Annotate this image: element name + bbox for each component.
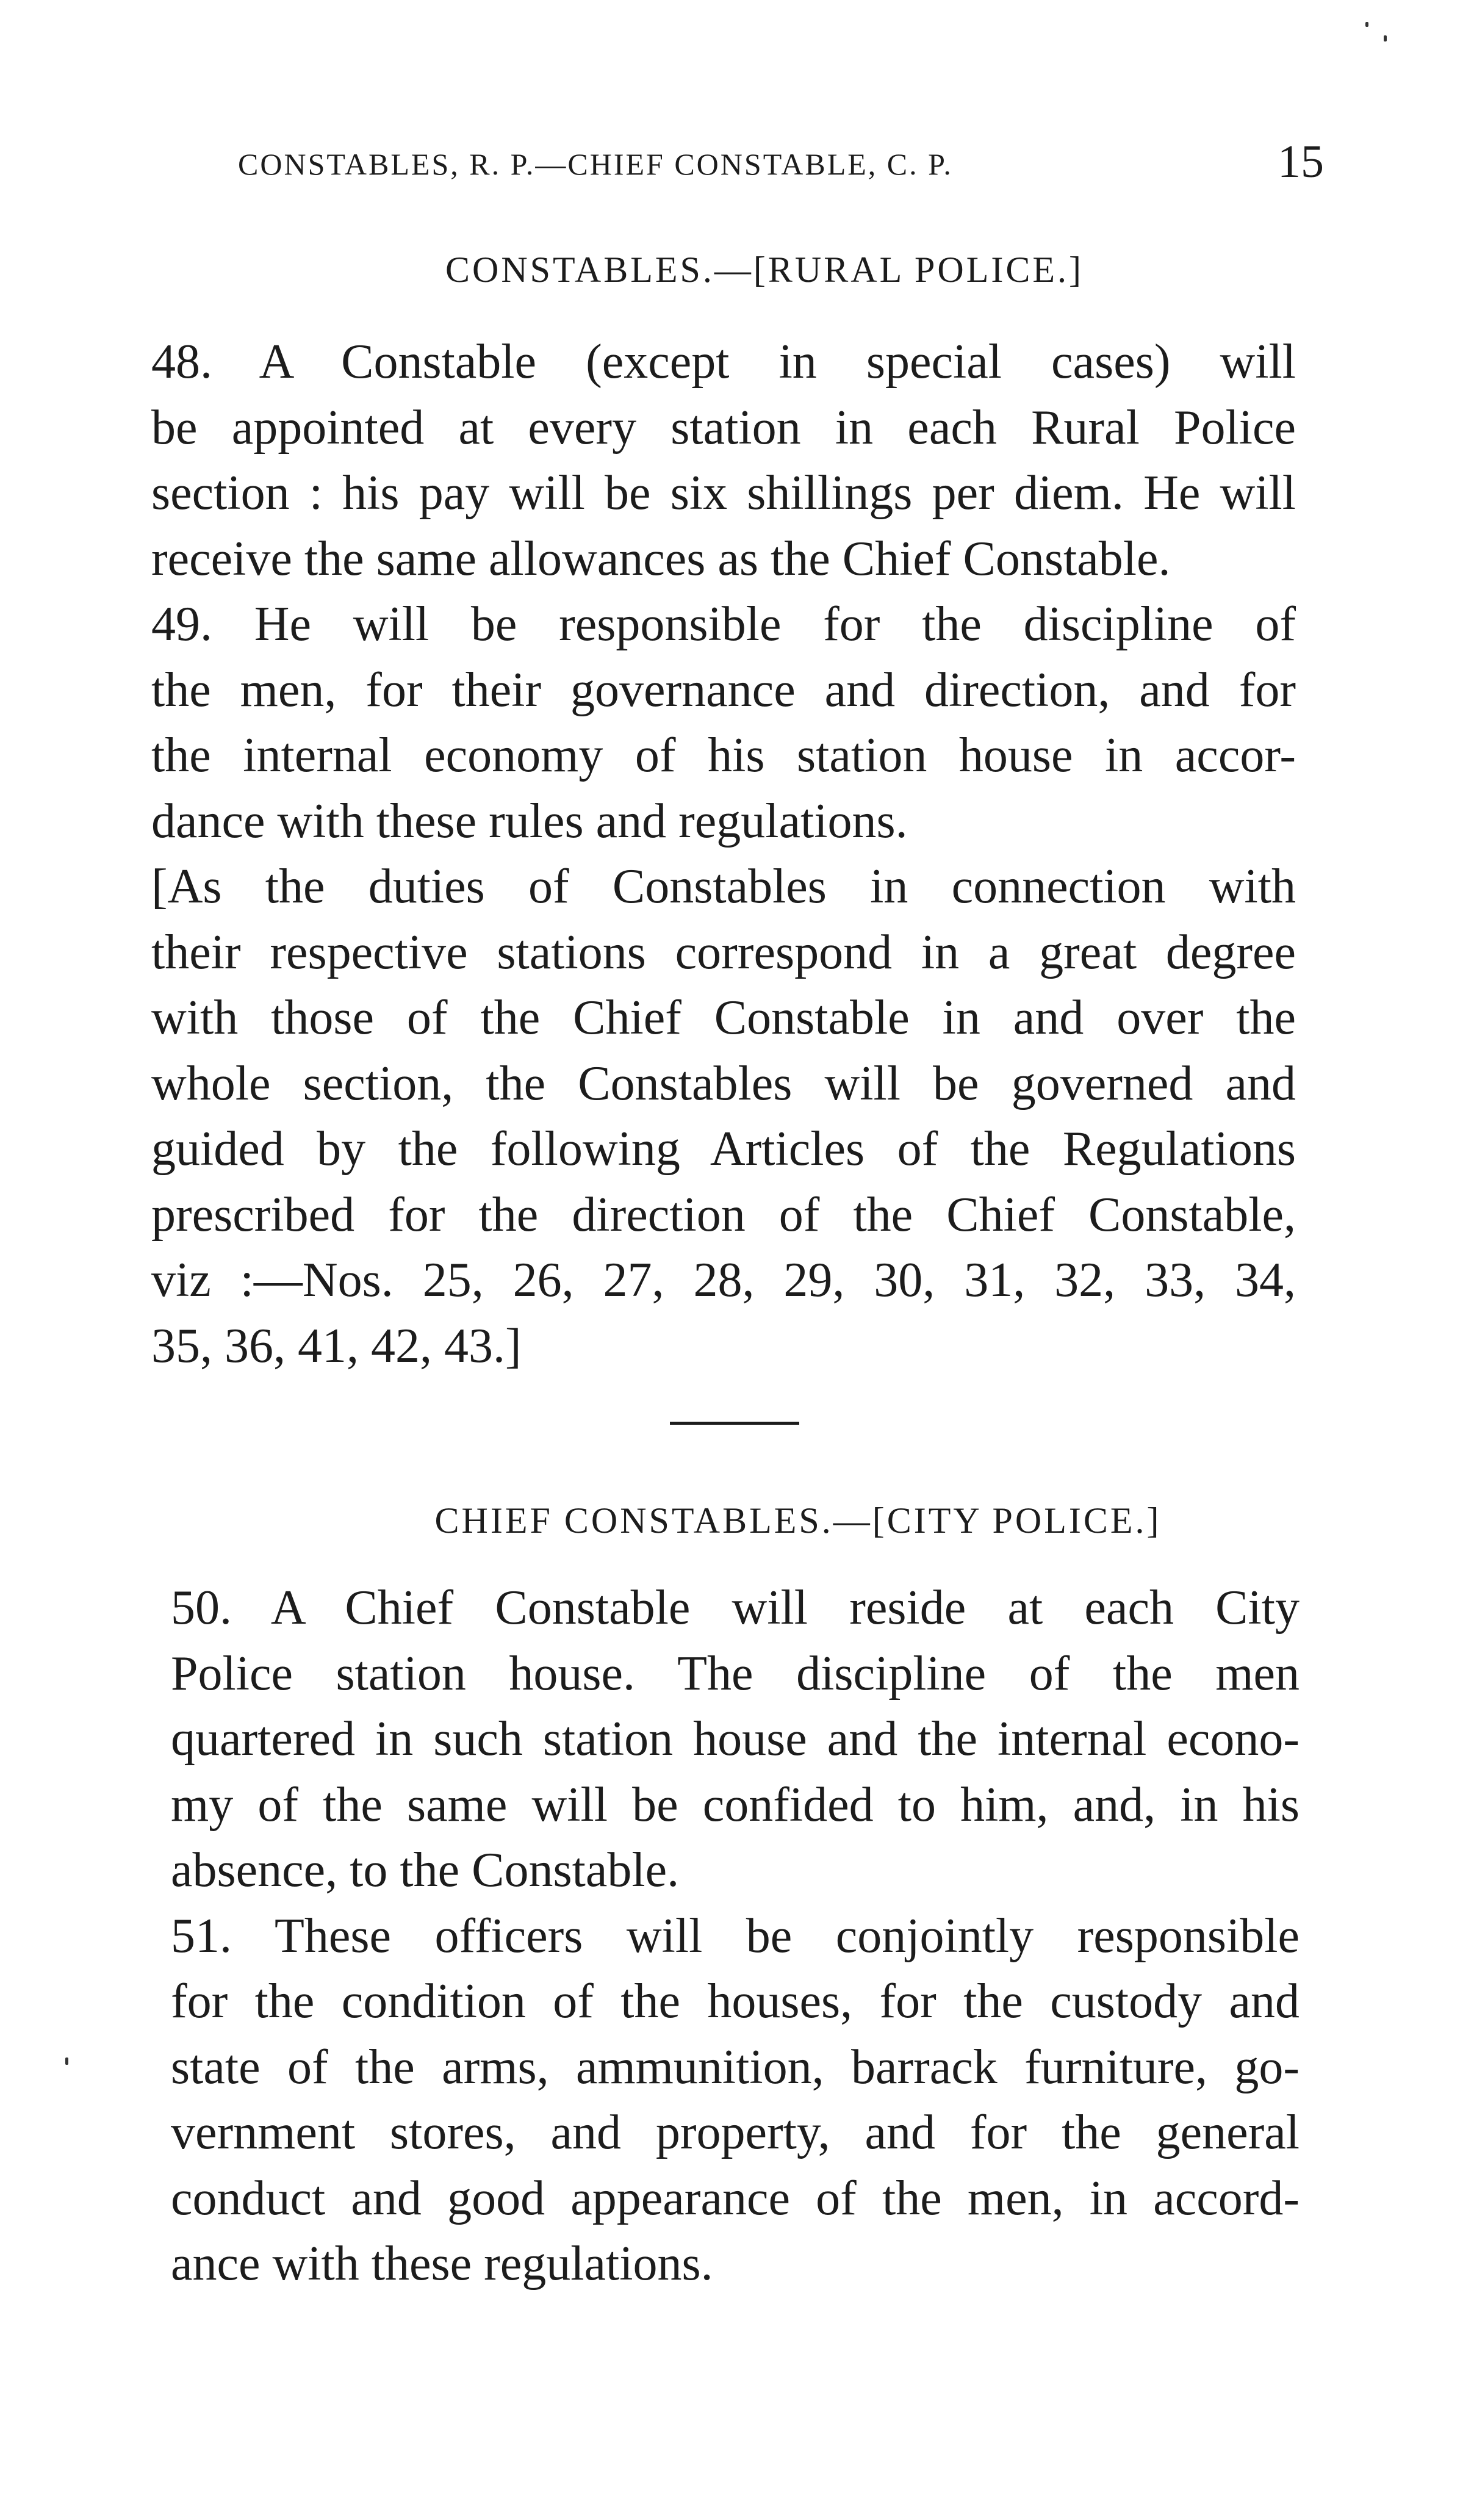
text-line: vernment stores, and property, and for the general	[171, 2106, 1300, 2159]
text-line: 51. These officers will be conjointly responsible	[171, 1909, 1300, 1963]
running-head	[238, 135, 1324, 203]
text-line: absence, to the Constable.	[171, 1843, 680, 1897]
text-line: receive the same allowances as the Chief Constable.	[151, 531, 1171, 586]
paper-speck	[1365, 22, 1368, 27]
text-line: my of the same will be confided to him, and, in his	[171, 1777, 1300, 1832]
text-line: 50. A Chief Constable will reside at each City	[171, 1581, 1300, 1635]
text-line: whole section, the Constables will be governed and	[151, 1056, 1296, 1111]
text-line: dance with these rules and regulations.	[151, 794, 908, 848]
section-heading-constables-rural-police: CONSTABLES.—[RURAL POLICE.]	[445, 250, 1084, 290]
text-line: section : his pay will be six shillings per diem. He will	[151, 466, 1296, 520]
text-line: ance with these regulations.	[171, 2237, 713, 2291]
text-line: for the condition of the houses, for the custody and	[171, 1975, 1300, 2028]
section-heading-chief-constables-city-police: CHIEF CONSTABLES.—[CITY POLICE.]	[434, 1500, 1162, 1541]
text-line: conduct and good appearance of the men, in accord-	[171, 2171, 1300, 2225]
text-line: be appointed at every station in each Rural Police	[151, 400, 1296, 455]
text-line: Police station house. The discipline of the men	[171, 1646, 1300, 1701]
section-body-constables	[151, 329, 1296, 1379]
running-head-title: CONSTABLES, R. P.—CHIEF CONSTABLE, C. P.	[238, 147, 953, 181]
text-line: the internal economy of his station house in accor-	[151, 729, 1296, 782]
text-line: 49. He will be responsible for the discipline of	[151, 597, 1296, 651]
page-number: 15	[1278, 136, 1324, 187]
paper-speck	[1384, 35, 1387, 41]
text-line: [As the duties of Constables in connection with	[151, 860, 1296, 913]
section-divider-rule	[670, 1422, 799, 1425]
paper-speck	[65, 2057, 68, 2065]
text-line: viz :—Nos. 25, 26, 27, 28, 29, 30, 31, 32, 33, 34,	[151, 1253, 1296, 1307]
text-line: quartered in such station house and the internal econo-	[171, 1712, 1300, 1766]
text-line: prescribed for the direction of the Chief Constable,	[151, 1187, 1296, 1242]
text-line: guided by the following Articles of the Regulations	[151, 1122, 1296, 1176]
text-line: their respective stations correspond in a great degree	[151, 925, 1296, 979]
text-line: the men, for their governance and direction, and for	[151, 663, 1296, 717]
text-line: 35, 36, 41, 42, 43.]	[151, 1319, 522, 1373]
text-line: 48. A Constable (except in special cases) will	[151, 335, 1296, 389]
text-line: with those of the Chief Constable in and over the	[151, 991, 1296, 1045]
text-line: state of the arms, ammunition, barrack furniture, go-	[171, 2040, 1300, 2094]
section-body-chief-constables	[171, 1575, 1300, 2297]
